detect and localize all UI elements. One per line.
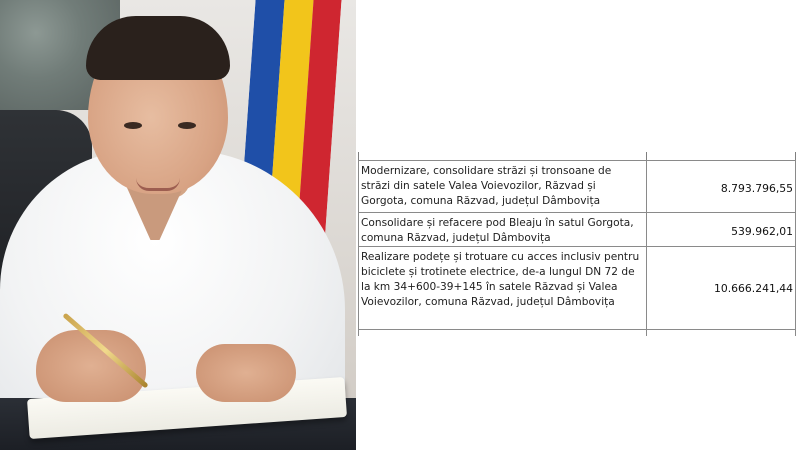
row-border-right xyxy=(795,213,796,246)
row-border-left xyxy=(358,247,359,329)
smile xyxy=(136,178,180,191)
row-column-divider xyxy=(646,213,647,246)
row-border-left xyxy=(358,330,359,336)
row-description: Modernizare, consolidare străzi și tronsoane de străzi din satele Valea Voievozilor, Răzvad și Gorgota, comuna Răzvad, județul Dâmbovița xyxy=(361,165,612,207)
table-cutoff-top xyxy=(358,152,796,160)
row-value: 10.666.241,44 xyxy=(714,282,793,295)
hair xyxy=(86,16,230,80)
table-row xyxy=(358,212,796,246)
budget-table xyxy=(358,160,796,336)
table-row xyxy=(358,246,796,329)
row-column-divider xyxy=(646,161,647,212)
table-row-cutoff xyxy=(358,329,796,336)
left-eye xyxy=(124,122,142,129)
row-border-right xyxy=(795,247,796,329)
row-description: Consolidare și refacere pod Bleaju în satul Gorgota, comuna Răzvad, județul Dâmbovița xyxy=(361,217,634,244)
row-column-divider xyxy=(646,247,647,329)
row-description: Realizare podețe și trotuare cu acces inclusiv pentru biciclete și trotinete electrice, de-a lungul DN 72 de la km 34+600-39+145 în satele Răzvad și Valea Voievozilor, comuna Răzvad, județul Dâmbovița xyxy=(361,251,640,308)
row-column-divider xyxy=(646,330,647,336)
row-border-left xyxy=(358,161,359,212)
document-excerpt xyxy=(356,0,800,450)
row-value: 539.962,01 xyxy=(731,225,793,238)
row-border-left xyxy=(358,213,359,246)
portrait-photo xyxy=(0,0,356,450)
row-value: 8.793.796,55 xyxy=(720,182,793,195)
row-border-right xyxy=(795,330,796,336)
right-eye xyxy=(178,122,196,129)
table-border-left xyxy=(358,152,359,160)
table-row xyxy=(358,160,796,212)
resting-hand xyxy=(196,344,296,402)
table-border-right xyxy=(795,152,796,160)
row-border-right xyxy=(795,161,796,212)
table-column-divider xyxy=(646,152,647,160)
